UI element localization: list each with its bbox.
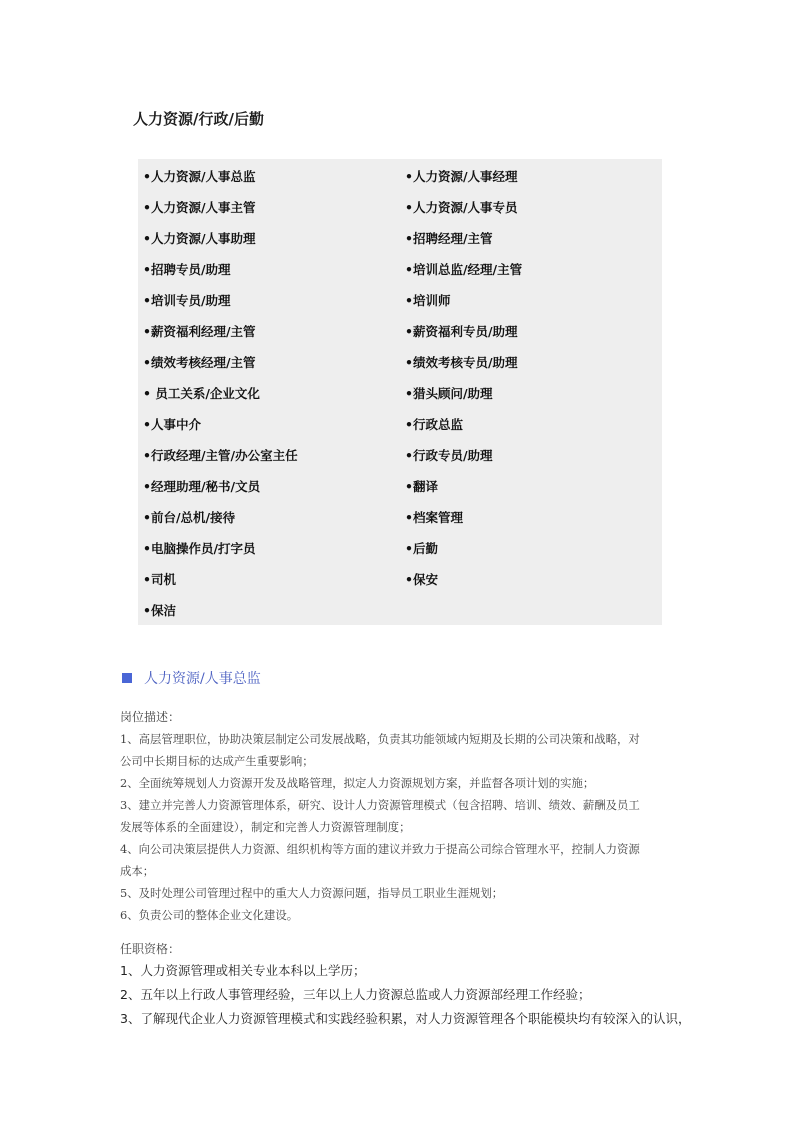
- job-item-right: •培训师: [405, 293, 451, 308]
- job-item-right: •人力资源/人事经理: [405, 169, 518, 184]
- page-title: 人力资源/行政/后勤: [133, 110, 264, 128]
- job-item-right: •翻译: [405, 479, 438, 494]
- description-line: 3、建立并完善人力资源管理体系，研究、设计人力资源管理模式（包含招聘、培训、绩效、薪酬及员工: [120, 798, 640, 812]
- job-item-right: •薪资福利专员/助理: [405, 324, 518, 339]
- job-item-left: •保洁: [143, 603, 176, 618]
- requirement-line: 1、人力资源管理或相关专业本科以上学历；: [120, 963, 366, 978]
- job-item-right: •猎头顾问/助理: [405, 386, 493, 401]
- job-item-right: •行政专员/助理: [405, 448, 493, 463]
- job-item-left: •人力资源/人事助理: [143, 231, 256, 246]
- requirement-line: 3、了解现代企业人力资源管理模式和实践经验积累，对人力资源管理各个职能模块均有较深入的认识，: [120, 1011, 691, 1026]
- job-item-left: •薪资福利经理/主管: [143, 324, 256, 339]
- section-heading-text: 人力资源/人事总监: [144, 671, 261, 687]
- job-item-left: •人力资源/人事主管: [143, 200, 256, 215]
- description-label: 岗位描述：: [120, 710, 181, 724]
- job-item-right: •保安: [405, 572, 438, 587]
- job-category-box: [138, 159, 662, 625]
- job-item-left: •经理助理/秘书/文员: [143, 479, 261, 494]
- description-line: 4、向公司决策层提供人力资源、组织机构等方面的建议并致力于提高公司综合管理水平，控制人力资源: [120, 842, 640, 856]
- job-item-left: •招聘专员/助理: [143, 262, 231, 277]
- job-item-right: •后勤: [405, 541, 438, 556]
- job-item-left: •绩效考核经理/主管: [143, 355, 256, 370]
- job-item-left: •人力资源/人事总监: [143, 169, 256, 184]
- description-line: 6、负责公司的整体企业文化建设。: [120, 908, 299, 922]
- job-item-right: •行政总监: [405, 417, 463, 432]
- job-item-right: •招聘经理/主管: [405, 231, 493, 246]
- section-heading: [122, 668, 261, 688]
- job-item-right: •人力资源/人事专员: [405, 200, 518, 215]
- requirement-line: 2、五年以上行政人事管理经验，三年以上人力资源总监或人力资源部经理工作经验；: [120, 987, 591, 1002]
- requirements-text: [120, 959, 691, 1031]
- description-text: [120, 728, 680, 926]
- square-bullet-icon: [122, 673, 132, 683]
- job-item-left: •电脑操作员/打字员: [143, 541, 256, 556]
- job-item-left: •司机: [143, 572, 176, 587]
- job-item-left: • 员工关系/企业文化: [143, 386, 260, 401]
- job-item-left: •培训专员/助理: [143, 293, 231, 308]
- job-item-right: •档案管理: [405, 510, 463, 525]
- description-line: 公司中长期目标的达成产生重要影响；: [120, 754, 314, 768]
- description-line: 成本；: [120, 864, 155, 878]
- job-item-left: •人事中介: [143, 417, 201, 432]
- description-line: 发展等体系的全面建设），制定和完善人力资源管理制度；: [120, 820, 411, 834]
- job-item-right: •绩效考核专员/助理: [405, 355, 518, 370]
- job-item-right: •培训总监/经理/主管: [405, 262, 523, 277]
- job-item-left: •行政经理/主管/办公室主任: [143, 448, 298, 463]
- description-line: 5、及时处理公司管理过程中的重大人力资源问题，指导员工职业生涯规划；: [120, 886, 504, 900]
- requirements-label: 任职资格：: [120, 942, 181, 956]
- description-line: 1、高层管理职位，协助决策层制定公司发展战略，负责其功能领域内短期及长期的公司决策和战略，对: [120, 732, 640, 746]
- description-line: 2、全面统筹规划人力资源开发及战略管理，拟定人力资源规划方案，并监督各项计划的实施；: [120, 776, 595, 790]
- job-item-left: •前台/总机/接待: [143, 510, 236, 525]
